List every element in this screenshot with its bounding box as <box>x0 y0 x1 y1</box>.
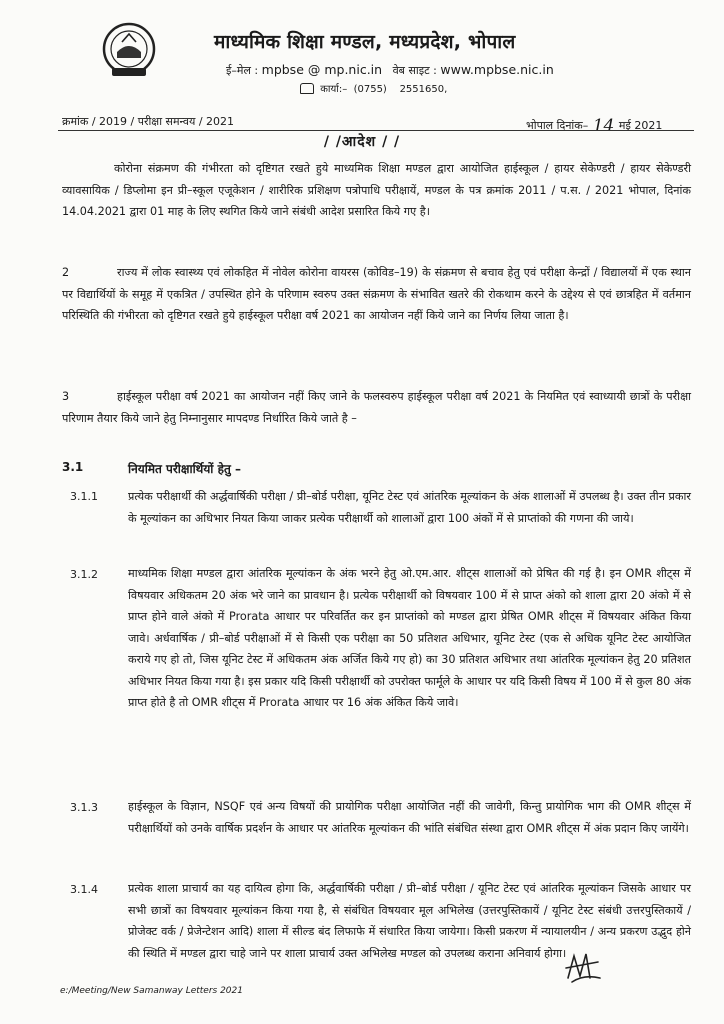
paragraph-1: कोरोना संक्रमण की गंभीरता को दृष्टिगत रखते हुये माध्यमिक शिक्षा मण्डल द्वारा आयोजित हाईस्कूल / हायर सेकेण्डरी / हायर सेकेण्डरी व्यावसायिक / डिप्लोमा इन प्री–स्कूल एजूकेशन / शारीरिक प्रशिक्षण पत्रोपाधि परीक्षायें, मण्डल के पत्र क्रमांक 2011 / प.स. / 2021 भोपाल, दिनांक 14.04.2021 द्वारा 01 माह के लिए स्थगित किये जाने संबंधी आदेश प्रसारित किये गए है। <box>62 162 691 218</box>
item-text: प्रत्येक परीक्षार्थी की अर्द्धवार्षिकी परीक्षा / प्री–बोर्ड परीक्षा, यूनिट टेस्ट एवं आंतरिक मूल्यांकन के अंक शालाओं में उपलब्ध है। उक्त तीन प्रकार के मूल्यांकन का अधिभार नियत किया जाकर प्रत्येक परीक्षार्थी को शालाओं द्वारा 100 अंकों में से प्राप्तांको की गणना की जाये। <box>128 490 691 525</box>
footer-file-path: e:/Meeting/New Samanway Letters 2021 <box>60 986 243 996</box>
website-address: www.mpbse.nic.in <box>440 62 554 77</box>
date-suffix: मई 2021 <box>618 119 663 132</box>
org-name: माध्यमिक शिक्षा मण्डल, मध्यप्रदेश, भोपाल <box>214 31 516 53</box>
item-number: 3.1.1 <box>70 490 98 503</box>
email-address: mpbse @ mp.nic.in <box>261 62 383 77</box>
item-text: हाईस्कूल के विज्ञान, NSQF एवं अन्य विषयों की प्रायोगिक परीक्षा आयोजित नहीं की जावेगी, किन्तु प्रायोगिक भाग की OMR शीट्स में परीक्षार्थियों को उनके वार्षिक प्रदर्शन के आधार पर आंतरिक मूल्यांकन की भांति संबंधित संस्था द्वारा OMR शीट्स में अंक प्रदान किए जायेंगे। <box>128 800 691 835</box>
paragraph-2 <box>62 262 691 327</box>
item-number: 3.1.3 <box>70 801 98 814</box>
item-text: प्रत्येक शाला प्राचार्य का यह दायित्व होगा कि, अर्द्धवार्षिकी परीक्षा / प्री–बोर्ड परीक्षा / यूनिट टेस्ट एवं आंतरिक मूल्यांकन जिसके आधार पर सभी छात्रों का विषयवार मूल्यांकन किया गया है, से संबंधित विषयवार मूल अभिलेख (उत्तरपुस्तिकायें / यूनिट टेस्ट संबंधी उत्तरपुस्तिकायें / प्रोजेक्ट वर्क / प्रेजेन्टेशन आदि) शाला में सील्ड बंद लिफाफे में संधारित किया जायेगा। किसी प्रकरण में न्यायालयीन / अन्य प्रकरण उद्भुद होने की स्थिति में मण्डल द्वारा चाहे जाने पर शाला प्राचार्य उक्त अभिलेख मण्डल को उपलब्ध कराना अनिवार्य होगा। <box>128 882 691 960</box>
email-website-line <box>226 62 554 78</box>
paragraph-3-number: 3 <box>62 390 70 403</box>
paragraph-2-text: राज्य में लोक स्वास्थ्य एवं लोकहित में नोवेल कोरोना वायरस (कोविड–19) के संक्रमण से बचाव हेतु एवं परीक्षा केन्द्रों / विद्यालयों में एक स्थान पर विद्यार्थियों के समूह में एकत्रित / उपस्थित होने के परिणाम स्वरुप उक्त संक्रमण के संभावित खतरे की रोकथाम करने के उद्देश्य से एवं छात्रहित में वर्तमान परिस्थिति की गंभीरता को दृष्टिगत रखते हुये हाईस्कूल परीक्षा वर्ष 2021 का आयोजन नहीं किये जाने का निर्णय लिया जाता है। <box>62 266 691 322</box>
phone-number: 2551650, <box>399 84 448 95</box>
telephone-icon <box>300 83 314 94</box>
signature-mark <box>562 948 604 988</box>
section-title: नियमित परीक्षार्थियों हेतु – <box>128 462 241 476</box>
item-text: माध्यमिक शिक्षा मण्डल द्वारा आंतरिक मूल्यांकन के अंक भरने हेतु ओ.एम.आर. शीट्स शालाओं को प्रेषित की गई है। इन OMR शीट्स में विषयवार अधिकतम 20 अंक भरे जाने का प्रावधान है। प्रत्येक परीक्षार्थी को विषयवार 100 में से प्राप्त अंको को शाला द्वारा 20 अंको में से प्राप्त होने वाले अंको में Prorata आधार पर परिवर्तित कर इन प्राप्तांको को मण्डल द्वारा प्रेषित OMR शीट्स में विषयवार अंकित किया जावे। अर्धवार्षिक / प्री–बोर्ड परीक्षाओं में से किसी एक परीक्षा का 50 प्रतिशत अधिभार, यूनिट टेस्ट (एक से अधिक यूनिट टेस्ट आयोजित कराये गए हो तो, जिस यूनिट टेस्ट में अधिकतम अंक अर्जित किये गए हो) का 30 प्रतिशत अधिभार तथा आंतरिक मूल्यांकन हेतु 20 प्रतिशत अधिभार नियत किया गया है। इस प्रकार यदि किसी परीक्षार्थी को उपरोक्त फार्मूले के आधार पर यदि किसी विषय में 100 में से कुल 80 अंक प्राप्त होते है तो OMR शीट्स में Prorata आधार पर 16 अंक अंकित किये जावे। <box>128 567 691 709</box>
date-day: 14 <box>592 116 615 136</box>
paragraph-2-number: 2 <box>62 266 70 279</box>
item-number: 3.1.2 <box>70 568 98 581</box>
reference-date <box>526 114 662 134</box>
paragraph-3-text: हाईस्कूल परीक्षा वर्ष 2021 का आयोजन नहीं किए जाने के फलस्वरुप हाईस्कूल परीक्षा वर्ष 2021 के नियमित एवं स्वाध्यायी छात्रों के परीक्षा परिणाम तैयार किये जाने हेतु निम्नानुसार मापदण्ड निर्धारित किये जाते है – <box>62 390 691 425</box>
date-prefix: भोपाल दिनांक– <box>526 119 589 132</box>
website-label: वेब साइट : <box>392 64 437 77</box>
phone-line <box>300 81 447 95</box>
reference-number: क्रमांक / 2019 / परीक्षा समन्वय / 2021 <box>62 115 235 128</box>
board-seal-logo <box>100 22 158 80</box>
header-divider <box>58 130 694 131</box>
phone-code: (0755) <box>353 84 387 95</box>
email-label: ई–मेल : <box>226 64 259 77</box>
section-number: 3.1 <box>62 460 84 474</box>
item-number: 3.1.4 <box>70 883 98 896</box>
phone-label: कार्या:– <box>320 84 348 95</box>
order-heading: / /आदेश / / <box>323 134 401 150</box>
paragraph-3 <box>62 386 691 429</box>
